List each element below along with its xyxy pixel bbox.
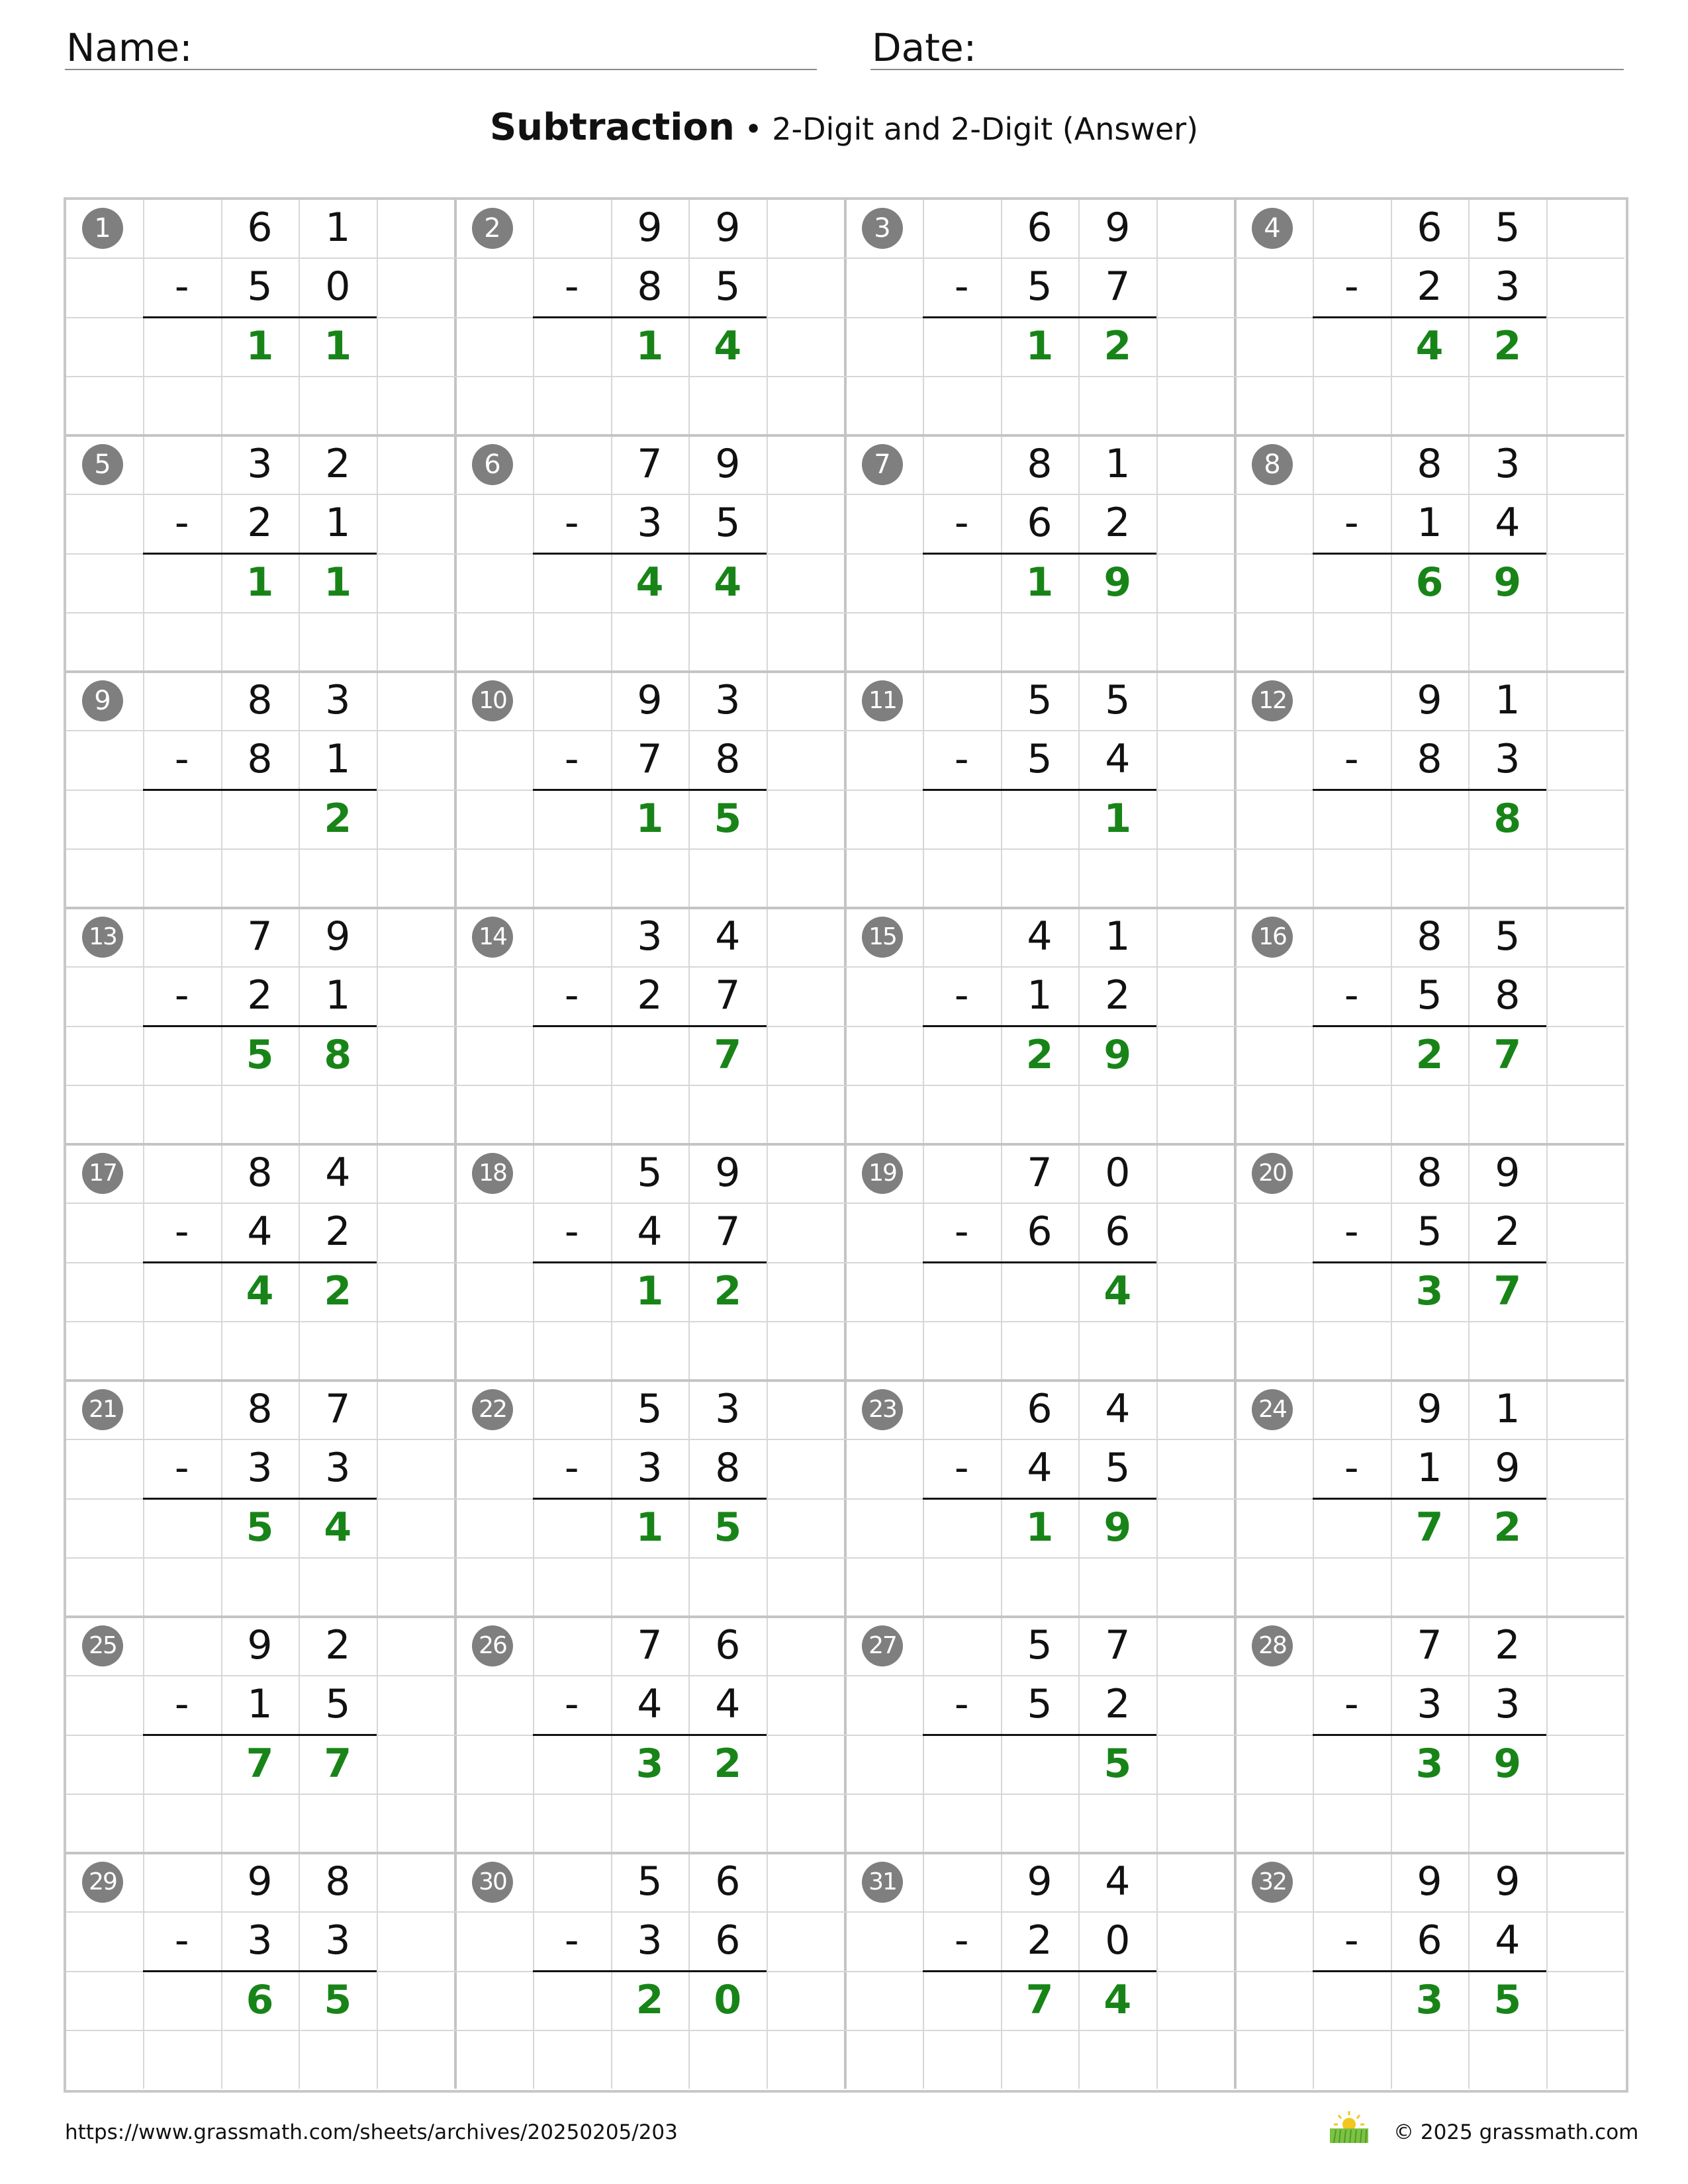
minus-sign: - <box>1344 1208 1359 1255</box>
answer-rule-line <box>923 1734 1156 1736</box>
minuend-tens-digit: 5 <box>637 1858 663 1905</box>
problem-number-badge: 3 <box>862 208 903 249</box>
date-field[interactable] <box>870 23 1624 70</box>
minus-sign: - <box>1344 972 1359 1019</box>
subtrahend-tens-digit: 4 <box>247 1208 273 1255</box>
subtrahend-ones-digit: 8 <box>1495 972 1521 1019</box>
minuend-ones-digit: 4 <box>1105 1386 1131 1432</box>
answer-ones-digit: 4 <box>1103 1976 1132 2023</box>
subtrahend-tens-digit: 8 <box>247 736 273 783</box>
answer-rule-line <box>923 1970 1156 1972</box>
minus-sign: - <box>174 500 189 547</box>
problem-number-badge: 21 <box>82 1389 123 1430</box>
answer-ones-digit: 7 <box>714 1031 742 1078</box>
minus-sign: - <box>174 1208 189 1255</box>
minus-sign: - <box>954 263 969 310</box>
answer-ones-digit: 7 <box>1493 1031 1522 1078</box>
answer-ones-digit: 9 <box>1493 559 1522 606</box>
problem-number-badge: 25 <box>82 1625 123 1666</box>
minuend-ones-digit: 9 <box>715 1150 741 1196</box>
minuend-tens-digit: 3 <box>637 913 663 960</box>
minuend-tens-digit: 8 <box>1417 441 1442 487</box>
answer-tens-digit: 1 <box>1025 559 1054 606</box>
minuend-ones-digit: 1 <box>1105 913 1131 960</box>
minuend-tens-digit: 9 <box>1027 1858 1053 1905</box>
answer-rule-line <box>1313 789 1546 791</box>
answer-ones-digit: 4 <box>714 322 742 369</box>
minuend-tens-digit: 8 <box>247 677 273 723</box>
answer-ones-digit: 9 <box>1103 1031 1132 1078</box>
answer-tens-digit: 7 <box>1415 1504 1444 1551</box>
answer-ones-digit: 0 <box>714 1976 742 2023</box>
subtrahend-ones-digit: 1 <box>325 972 351 1019</box>
answer-tens-digit <box>1001 1735 1079 1794</box>
subtrahend-tens-digit: 5 <box>1027 1681 1053 1728</box>
minuend-tens-digit: 9 <box>1417 1386 1442 1432</box>
answer-tens-digit <box>611 1026 689 1085</box>
minuend-tens-digit: 6 <box>1027 1386 1053 1432</box>
minuend-tens-digit: 7 <box>637 441 663 487</box>
minus-sign: - <box>954 1681 969 1728</box>
subtrahend-ones-digit: 0 <box>1105 1917 1131 1964</box>
subtrahend-ones-digit: 5 <box>325 1681 351 1728</box>
subtrahend-tens-digit: 5 <box>1027 736 1053 783</box>
minuend-ones-digit: 1 <box>1495 1386 1521 1432</box>
minus-sign: - <box>1344 1917 1359 1964</box>
subtrahend-ones-digit: 8 <box>715 736 741 783</box>
answer-rule-line <box>1313 553 1546 555</box>
subtrahend-ones-digit: 2 <box>1495 1208 1521 1255</box>
problem-number-badge: 18 <box>472 1153 513 1194</box>
subtrahend-ones-digit: 4 <box>1105 736 1131 783</box>
problem-number-badge: 11 <box>862 680 903 721</box>
answer-tens-digit: 2 <box>635 1976 664 2023</box>
answer-ones-digit: 7 <box>1493 1267 1522 1314</box>
answer-rule-line <box>923 1498 1156 1500</box>
subtrahend-ones-digit: 3 <box>1495 736 1521 783</box>
problem-number-badge: 15 <box>862 917 903 958</box>
minuend-tens-digit: 5 <box>1027 677 1053 723</box>
minuend-tens-digit: 9 <box>247 1858 273 1905</box>
answer-tens-digit: 1 <box>635 322 664 369</box>
minus-sign: - <box>1344 263 1359 310</box>
answer-ones-digit: 5 <box>714 1504 742 1551</box>
answer-tens-digit: 3 <box>1415 1976 1444 2023</box>
subtrahend-ones-digit: 2 <box>1105 500 1131 547</box>
minuend-ones-digit: 6 <box>715 1858 741 1905</box>
minuend-ones-digit: 5 <box>1495 913 1521 960</box>
answer-tens-digit: 3 <box>635 1740 664 1787</box>
minus-sign: - <box>564 1208 579 1255</box>
minuend-ones-digit: 5 <box>1495 205 1521 251</box>
problem-number-badge: 17 <box>82 1153 123 1194</box>
answer-ones-digit: 2 <box>1493 322 1522 369</box>
minus-sign: - <box>174 972 189 1019</box>
problem-number-badge: 16 <box>1252 917 1293 958</box>
subtrahend-ones-digit: 7 <box>715 1208 741 1255</box>
minuend-tens-digit: 8 <box>247 1386 273 1432</box>
answer-tens-digit: 5 <box>246 1031 274 1078</box>
subtrahend-ones-digit: 0 <box>325 263 351 310</box>
subtrahend-ones-digit: 5 <box>715 263 741 310</box>
answer-ones-digit: 5 <box>324 1976 352 2023</box>
subtrahend-ones-digit: 1 <box>325 500 351 547</box>
problem-number-badge: 13 <box>82 917 123 958</box>
answer-ones-digit: 2 <box>1103 322 1132 369</box>
minuend-tens-digit: 8 <box>1027 441 1053 487</box>
minus-sign: - <box>954 972 969 1019</box>
subtrahend-tens-digit: 8 <box>637 263 663 310</box>
grassmath-sun-logo-icon <box>1326 2110 1372 2144</box>
minuend-tens-digit: 9 <box>637 205 663 251</box>
answer-rule-line <box>923 789 1156 791</box>
subtrahend-tens-digit: 6 <box>1027 500 1053 547</box>
minuend-tens-digit: 6 <box>1027 205 1053 251</box>
minuend-ones-digit: 9 <box>715 205 741 251</box>
minus-sign: - <box>954 500 969 547</box>
answer-tens-digit <box>1001 1262 1079 1321</box>
subtrahend-ones-digit: 7 <box>1105 263 1131 310</box>
subtrahend-tens-digit: 2 <box>1417 263 1442 310</box>
answer-rule-line <box>1313 1970 1546 1972</box>
minuend-ones-digit: 9 <box>325 913 351 960</box>
answer-tens-digit: 2 <box>1025 1031 1054 1078</box>
minuend-ones-digit: 9 <box>1105 205 1131 251</box>
subtrahend-tens-digit: 6 <box>1027 1208 1053 1255</box>
answer-tens-digit: 3 <box>1415 1740 1444 1787</box>
subtrahend-ones-digit: 2 <box>1105 1681 1131 1728</box>
minuend-ones-digit: 9 <box>1495 1150 1521 1196</box>
minuend-ones-digit: 2 <box>325 1622 351 1668</box>
subtrahend-tens-digit: 3 <box>637 500 663 547</box>
answer-ones-digit: 8 <box>324 1031 352 1078</box>
minuend-ones-digit: 0 <box>1105 1150 1131 1196</box>
minuend-tens-digit: 7 <box>637 1622 663 1668</box>
answer-tens-digit: 6 <box>246 1976 274 2023</box>
answer-ones-digit: 4 <box>324 1504 352 1551</box>
subtrahend-ones-digit: 4 <box>1495 1917 1521 1964</box>
answer-tens-digit <box>221 790 299 848</box>
answer-ones-digit: 7 <box>324 1740 352 1787</box>
problem-number-badge: 7 <box>862 444 903 485</box>
answer-rule-line <box>1313 1025 1546 1027</box>
minuend-tens-digit: 8 <box>1417 913 1442 960</box>
subtrahend-ones-digit: 1 <box>325 736 351 783</box>
problem-number-badge: 30 <box>472 1862 513 1903</box>
subtrahend-tens-digit: 6 <box>1417 1917 1442 1964</box>
minuend-ones-digit: 6 <box>715 1622 741 1668</box>
problem-number-badge: 1 <box>82 208 123 249</box>
subtrahend-tens-digit: 2 <box>247 500 273 547</box>
title-main: Subtraction <box>489 106 735 149</box>
answer-tens-digit: 1 <box>1025 1504 1054 1551</box>
answer-rule-line <box>143 316 377 318</box>
problem-number-badge: 26 <box>472 1625 513 1666</box>
problem-number-badge: 32 <box>1252 1862 1293 1903</box>
subtrahend-tens-digit: 2 <box>1027 1917 1053 1964</box>
answer-tens-digit: 1 <box>635 795 664 842</box>
subtrahend-tens-digit: 5 <box>247 263 273 310</box>
answer-tens-digit: 1 <box>635 1267 664 1314</box>
subtrahend-tens-digit: 1 <box>1027 972 1053 1019</box>
minuend-tens-digit: 5 <box>637 1150 663 1196</box>
subtrahend-ones-digit: 4 <box>715 1681 741 1728</box>
minuend-tens-digit: 4 <box>1027 913 1053 960</box>
answer-tens-digit: 5 <box>246 1504 274 1551</box>
problem-number-badge: 8 <box>1252 444 1293 485</box>
answer-ones-digit: 1 <box>1103 795 1132 842</box>
answer-ones-digit: 4 <box>1103 1267 1132 1314</box>
minuend-tens-digit: 9 <box>637 677 663 723</box>
minus-sign: - <box>954 1917 969 1964</box>
minuend-ones-digit: 3 <box>715 1386 741 1432</box>
answer-ones-digit: 5 <box>1103 1740 1132 1787</box>
subtrahend-ones-digit: 2 <box>325 1208 351 1255</box>
answer-ones-digit: 5 <box>1493 1976 1522 2023</box>
answer-rule-line <box>1313 316 1546 318</box>
minus-sign: - <box>564 1445 579 1492</box>
minuend-tens-digit: 7 <box>247 913 273 960</box>
minuend-ones-digit: 7 <box>1105 1622 1131 1668</box>
subtrahend-tens-digit: 7 <box>637 736 663 783</box>
minus-sign: - <box>954 1208 969 1255</box>
minus-sign: - <box>564 263 579 310</box>
answer-tens-digit: 7 <box>246 1740 274 1787</box>
minus-sign: - <box>564 972 579 1019</box>
minuend-tens-digit: 6 <box>1417 205 1442 251</box>
minuend-ones-digit: 1 <box>325 205 351 251</box>
minus-sign: - <box>564 500 579 547</box>
answer-ones-digit: 8 <box>1493 795 1522 842</box>
subtrahend-ones-digit: 5 <box>715 500 741 547</box>
answer-tens-digit <box>1001 790 1079 848</box>
answer-tens-digit: 1 <box>246 559 274 606</box>
problem-grid <box>65 199 1624 2089</box>
problem-number-badge: 27 <box>862 1625 903 1666</box>
subtrahend-ones-digit: 4 <box>1495 500 1521 547</box>
subtrahend-tens-digit: 4 <box>637 1208 663 1255</box>
problem-number-badge: 10 <box>472 680 513 721</box>
minuend-tens-digit: 9 <box>1417 677 1442 723</box>
minuend-ones-digit: 9 <box>715 441 741 487</box>
minus-sign: - <box>174 263 189 310</box>
problem-number-badge: 28 <box>1252 1625 1293 1666</box>
answer-tens-digit: 1 <box>1025 322 1054 369</box>
answer-ones-digit: 2 <box>714 1740 742 1787</box>
answer-ones-digit: 2 <box>324 795 352 842</box>
subtrahend-ones-digit: 5 <box>1105 1445 1131 1492</box>
subtrahend-ones-digit: 3 <box>1495 1681 1521 1728</box>
subtrahend-tens-digit: 5 <box>1027 263 1053 310</box>
subtrahend-tens-digit: 1 <box>1417 1445 1442 1492</box>
name-label: Name: <box>66 25 193 70</box>
minuend-ones-digit: 3 <box>1495 441 1521 487</box>
worksheet-title <box>0 106 1688 149</box>
minus-sign: - <box>954 1445 969 1492</box>
answer-rule-line <box>533 1498 767 1500</box>
answer-rule-line <box>533 1261 767 1263</box>
answer-ones-digit: 9 <box>1493 1740 1522 1787</box>
minus-sign: - <box>1344 1445 1359 1492</box>
problem-number-badge: 4 <box>1252 208 1293 249</box>
answer-rule-line <box>1313 1498 1546 1500</box>
answer-tens-digit: 4 <box>1415 322 1444 369</box>
minuend-tens-digit: 7 <box>1027 1150 1053 1196</box>
answer-rule-line <box>923 1025 1156 1027</box>
problem-number-badge: 6 <box>472 444 513 485</box>
footer-url: https://www.grassmath.com/sheets/archives/20250205/203 <box>65 2120 678 2144</box>
answer-ones-digit: 9 <box>1103 1504 1132 1551</box>
answer-tens-digit: 7 <box>1025 1976 1054 2023</box>
subtrahend-tens-digit: 8 <box>1417 736 1442 783</box>
answer-ones-digit: 4 <box>714 559 742 606</box>
subtrahend-tens-digit: 3 <box>637 1917 663 1964</box>
answer-rule-line <box>533 553 767 555</box>
footer-copyright: © 2025 grassmath.com <box>1393 2120 1639 2144</box>
minuend-ones-digit: 1 <box>1105 441 1131 487</box>
subtrahend-tens-digit: 3 <box>1417 1681 1442 1728</box>
problem-number-badge: 5 <box>82 444 123 485</box>
minus-sign: - <box>1344 1681 1359 1728</box>
minuend-ones-digit: 9 <box>1495 1858 1521 1905</box>
minuend-ones-digit: 3 <box>325 677 351 723</box>
answer-rule-line <box>1313 1261 1546 1263</box>
answer-rule-line <box>143 1025 377 1027</box>
minuend-tens-digit: 8 <box>247 1150 273 1196</box>
answer-rule-line <box>143 789 377 791</box>
subtrahend-ones-digit: 7 <box>715 972 741 1019</box>
answer-tens-digit: 6 <box>1415 559 1444 606</box>
minuend-tens-digit: 3 <box>247 441 273 487</box>
subtrahend-ones-digit: 6 <box>715 1917 741 1964</box>
answer-ones-digit: 9 <box>1103 559 1132 606</box>
minus-sign: - <box>174 1681 189 1728</box>
minuend-tens-digit: 5 <box>637 1386 663 1432</box>
minuend-ones-digit: 2 <box>325 441 351 487</box>
name-field[interactable] <box>65 23 817 70</box>
minuend-tens-digit: 5 <box>1027 1622 1053 1668</box>
minuend-ones-digit: 3 <box>715 677 741 723</box>
minuend-ones-digit: 1 <box>1495 677 1521 723</box>
problem-number-badge: 22 <box>472 1389 513 1430</box>
problem-number-badge: 23 <box>862 1389 903 1430</box>
minuend-tens-digit: 9 <box>247 1622 273 1668</box>
answer-rule-line <box>533 1025 767 1027</box>
subtrahend-tens-digit: 1 <box>1417 500 1442 547</box>
subtrahend-tens-digit: 2 <box>247 972 273 1019</box>
minuend-tens-digit: 8 <box>1417 1150 1442 1196</box>
subtrahend-ones-digit: 3 <box>325 1445 351 1492</box>
answer-ones-digit: 1 <box>324 559 352 606</box>
answer-rule-line <box>923 1261 1156 1263</box>
minuend-tens-digit: 7 <box>1417 1622 1442 1668</box>
answer-ones-digit: 2 <box>324 1267 352 1314</box>
answer-rule-line <box>143 553 377 555</box>
subtrahend-ones-digit: 6 <box>1105 1208 1131 1255</box>
minuend-ones-digit: 5 <box>1105 677 1131 723</box>
problem-number-badge: 24 <box>1252 1389 1293 1430</box>
minus-sign: - <box>1344 500 1359 547</box>
minuend-ones-digit: 4 <box>1105 1858 1131 1905</box>
subtrahend-tens-digit: 4 <box>637 1681 663 1728</box>
subtrahend-tens-digit: 1 <box>247 1681 273 1728</box>
title-subtitle: • 2-Digit and 2-Digit (Answer) <box>734 111 1199 147</box>
problem-number-badge: 29 <box>82 1862 123 1903</box>
problem-number-badge: 19 <box>862 1153 903 1194</box>
answer-rule-line <box>923 316 1156 318</box>
minuend-ones-digit: 2 <box>1495 1622 1521 1668</box>
date-label: Date: <box>872 25 977 70</box>
answer-ones-digit: 2 <box>714 1267 742 1314</box>
minus-sign: - <box>564 736 579 783</box>
subtrahend-tens-digit: 4 <box>1027 1445 1053 1492</box>
problem-number-badge: 20 <box>1252 1153 1293 1194</box>
answer-ones-digit: 2 <box>1493 1504 1522 1551</box>
minus-sign: - <box>174 1445 189 1492</box>
subtrahend-ones-digit: 3 <box>1495 263 1521 310</box>
answer-tens-digit: 4 <box>635 559 664 606</box>
minus-sign: - <box>1344 736 1359 783</box>
answer-rule-line <box>533 316 767 318</box>
subtrahend-ones-digit: 9 <box>1495 1445 1521 1492</box>
answer-ones-digit: 5 <box>714 795 742 842</box>
answer-tens-digit: 1 <box>246 322 274 369</box>
subtrahend-tens-digit: 5 <box>1417 972 1442 1019</box>
minuend-ones-digit: 7 <box>325 1386 351 1432</box>
answer-rule-line <box>143 1734 377 1736</box>
subtrahend-ones-digit: 3 <box>325 1917 351 1964</box>
answer-tens-digit: 2 <box>1415 1031 1444 1078</box>
minuend-ones-digit: 8 <box>325 1858 351 1905</box>
minuend-tens-digit: 6 <box>247 205 273 251</box>
minuend-ones-digit: 4 <box>715 913 741 960</box>
answer-rule-line <box>143 1498 377 1500</box>
problem-number-badge: 2 <box>472 208 513 249</box>
problem-number-badge: 14 <box>472 917 513 958</box>
answer-tens-digit: 1 <box>635 1504 664 1551</box>
answer-ones-digit: 1 <box>324 322 352 369</box>
minus-sign: - <box>564 1681 579 1728</box>
answer-rule-line <box>923 553 1156 555</box>
minus-sign: - <box>954 736 969 783</box>
subtrahend-tens-digit: 3 <box>247 1917 273 1964</box>
answer-tens-digit: 4 <box>246 1267 274 1314</box>
subtrahend-tens-digit: 5 <box>1417 1208 1442 1255</box>
minus-sign: - <box>174 736 189 783</box>
minuend-ones-digit: 4 <box>325 1150 351 1196</box>
problem-number-badge: 12 <box>1252 680 1293 721</box>
answer-rule-line <box>1313 1734 1546 1736</box>
answer-rule-line <box>533 789 767 791</box>
minuend-tens-digit: 9 <box>1417 1858 1442 1905</box>
problem-number-badge: 31 <box>862 1862 903 1903</box>
problem-number-badge: 9 <box>82 680 123 721</box>
subtrahend-tens-digit: 3 <box>637 1445 663 1492</box>
answer-rule-line <box>533 1734 767 1736</box>
answer-rule-line <box>533 1970 767 1972</box>
answer-rule-line <box>143 1970 377 1972</box>
answer-rule-line <box>143 1261 377 1263</box>
minus-sign: - <box>564 1917 579 1964</box>
subtrahend-ones-digit: 8 <box>715 1445 741 1492</box>
subtrahend-tens-digit: 2 <box>637 972 663 1019</box>
subtrahend-ones-digit: 2 <box>1105 972 1131 1019</box>
minus-sign: - <box>174 1917 189 1964</box>
subtrahend-tens-digit: 3 <box>247 1445 273 1492</box>
answer-tens-digit: 3 <box>1415 1267 1444 1314</box>
answer-tens-digit <box>1391 790 1469 848</box>
